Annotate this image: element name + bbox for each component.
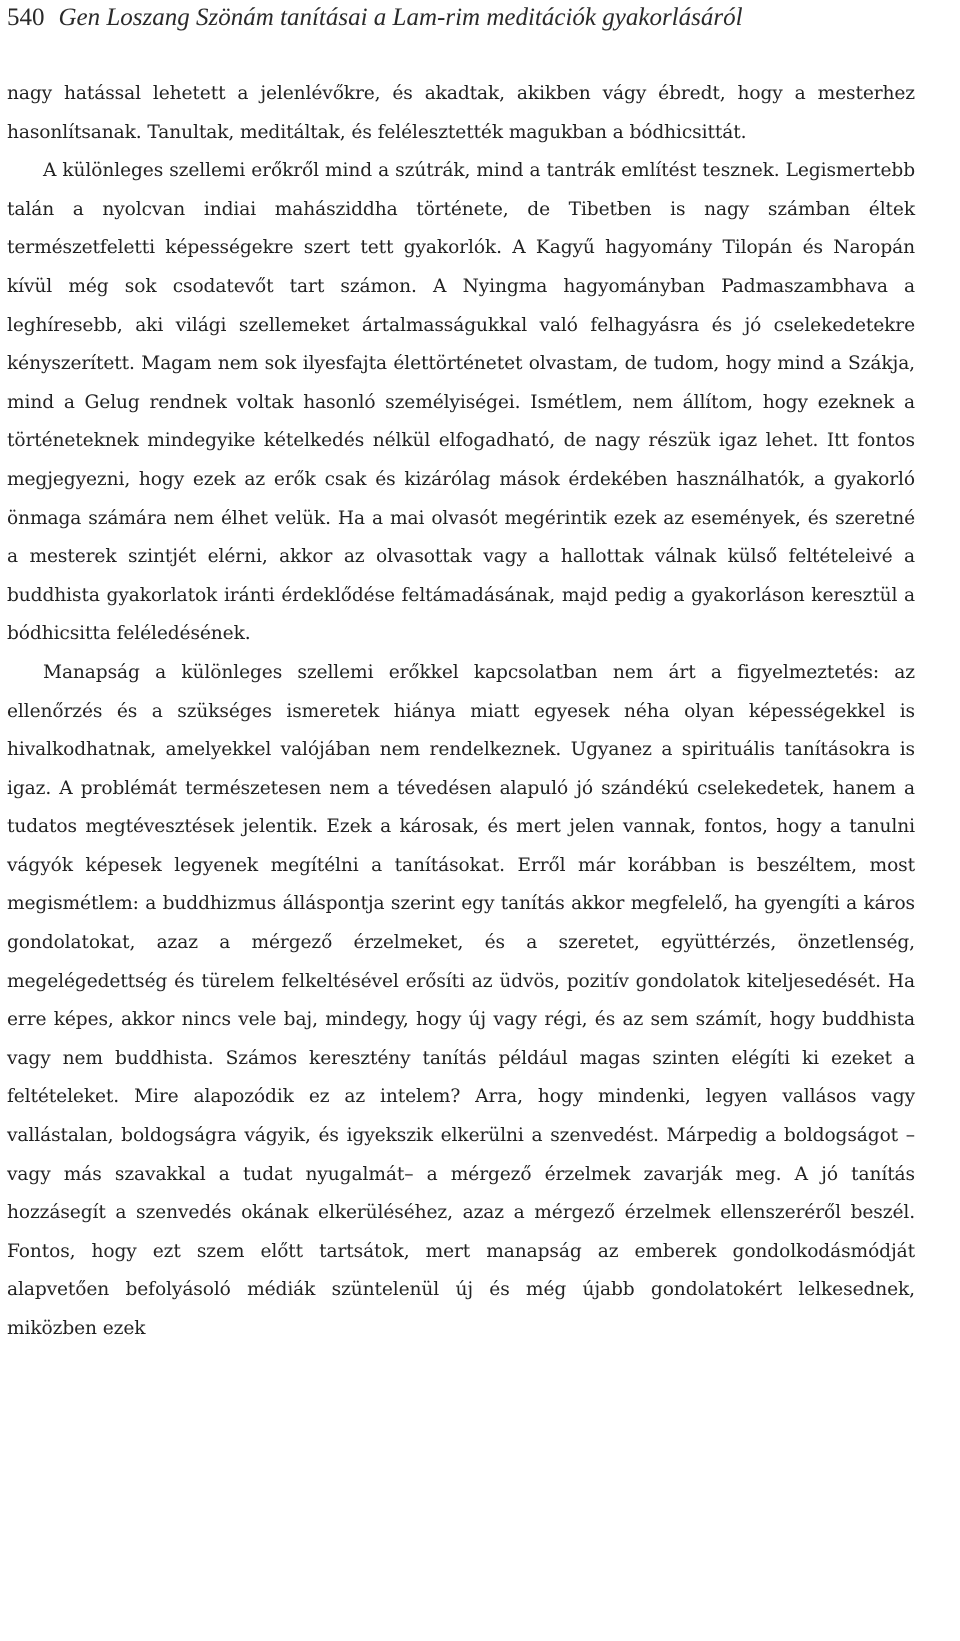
paragraph: A különleges szellemi erőkről mind a szútrák, mind a tantrák említést tesznek. Legismertebb talán a nyolcvan indiai mahásziddha története, de Tibetben is nagy számban éltek természetfeletti képességekre szert tett gyakorlók. A Kagyű hagyomány Tilopán és Naropán kívül még sok csodatevőt tart számon. A Nyingma hagyományban Padmaszambhava a leghíresebb, aki világi szellemeket ártalmasságukkal való felhagyásra és jó cselekedetekre kényszerített. Magam nem sok ilyesfajta élettörténetet olvastam, de tudom, hogy mind a Szákja, mind a Gelug rendnek voltak hasonló személyiségei. Ismétlem, nem állítom, hogy ezeknek a történeteknek mindegyike kételkedés nélkül elfogadható, de nagy részük igaz lehet. Itt fontos megjegyezni, hogy ezek az erők csak és kizárólag mások érdekében használhatók, a gyakorló önmaga számára nem élhet velük. Ha a mai olvasót megérintik ezek az események, és szeretné a mesterek szintjét elérni, akkor az olvasottak vagy a hallottak válnak külső feltételeivé a buddhista gyakorlatok iránti érdeklődése feltámadásának, majd pedig a gyakorláson keresztül a bódhicsitta feléledésének.: [7, 160, 915, 645]
page-number: 540: [7, 4, 45, 31]
paragraph: nagy hatással lehetett a jelenlévőkre, és akadtak, akikben vágy ébredt, hogy a mesterhez hasonlítsanak. Tanultak, meditáltak, és felélesztették magukban a bódhicsittát.: [7, 83, 915, 143]
paragraph: Manapság a különleges szellemi erőkkel kapcsolatban nem árt a figyelmeztetés: az ellenőrzés és a szükséges ismeretek hiánya miatt egyesek néha olyan képességekkel is hivalkodhatnak, amelyekkel valójában nem rendelkeznek. Ugyanez a spirituális tanításokra is igaz. A problémát természetesen nem a tévedésen alapuló jó szándékú cselekedetek, hanem a tudatos megtévesztések jelentik. Ezek a károsak, és mert jelen vannak, fontos, hogy a tanulni vágyók képesek legyenek megítélni a tanításokat. Erről már korábban is beszéltem, most megismétlem: a buddhizmus álláspontja szerint egy tanítás akkor megfelelő, ha gyengíti a káros gondolatokat, azaz a mérgező érzelmeket, és a szeretet, együttérzés, önzetlenség, megelégedettség és türelem felkeltésével erősíti az üdvös, pozitív gondolatok kiteljesedését. Ha erre képes, akkor nincs vele baj, mindegy, hogy új vagy régi, és az sem számít, hogy buddhista vagy nem buddhista. Számos keresztény tanítás például magas szinten elégíti ki ezeket a feltételeket. Mire alapozódik ez az intelem? Arra, hogy mindenki, legyen vallásos vagy vallástalan, boldogságra vágyik, és igyekszik elkerülni a szenvedést. Márpedig a boldogságot – vagy más szavakkal a tudat nyugalmát– a mérgező érzelmek zavarják meg. A jó tanítás hozzásegít a szenvedés okának elkerüléséhez, azaz a mérgező érzelmek ellenszeréről beszél. Fontos, hogy ezt szem előtt tartsátok, mert manapság az emberek gondolkodásmódját alapvetően befolyásoló médiák szüntelenül új és még újabb gondolatokért lelkesednek, miközben ezek: [7, 661, 915, 1339]
running-title: Gen Loszang Szönám tanításai a Lam-rim meditációk gyakorlásáról: [58, 4, 743, 31]
body-text: [7, 75, 915, 1349]
running-header: [7, 4, 915, 32]
